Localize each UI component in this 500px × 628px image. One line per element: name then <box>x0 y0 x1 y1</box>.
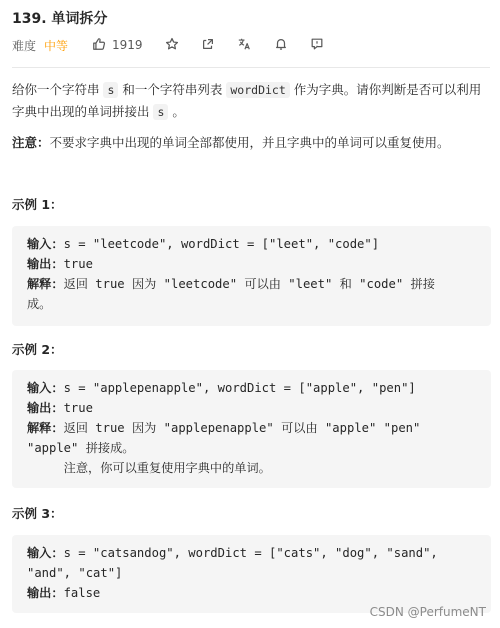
favorite-button[interactable] <box>165 37 179 54</box>
output-label: 输出： <box>27 401 64 415</box>
note-text: 不要求字典中出现的单词全部都使用，并且字典中的单词可以重复使用。 <box>49 135 450 150</box>
inline-code-s: s <box>153 104 168 120</box>
example-explain: "apple" 拼接成。 <box>27 441 135 455</box>
share-button[interactable] <box>201 37 215 54</box>
problem-title: 139. 单词拆分 <box>12 11 108 27</box>
explain-label: 解释： <box>27 421 64 435</box>
desc-text: 作为字典。请你判断是否可以利用字典中出现的单词拼接出 <box>12 82 482 119</box>
example-input: s = "applepenapple", wordDict = ["apple", "pen"] <box>63 381 416 395</box>
example-output: false <box>63 586 101 600</box>
header-divider <box>12 67 490 68</box>
desc-text: 给你一个字符串 <box>12 82 104 97</box>
feedback-icon <box>310 37 324 54</box>
example-output: true <box>63 257 93 271</box>
inline-code-worddict: wordDict <box>226 82 289 98</box>
problem-meta-bar <box>12 36 324 54</box>
share-icon <box>201 37 215 54</box>
input-label: 输入： <box>27 381 64 395</box>
difficulty-badge: 中等 <box>44 38 69 53</box>
example-3-title: 示例 3： <box>12 506 63 521</box>
star-icon <box>165 37 179 54</box>
example-explain: 返回 true 因为 "leetcode" 可以由 "leet" 和 "code" 拼接 <box>63 277 435 291</box>
example-2-title: 示例 2： <box>12 342 63 357</box>
desc-text: 和一个字符串列表 <box>118 82 227 97</box>
example-input: s = "catsandog", wordDict = ["cats", "dog", "sand", <box>63 546 438 560</box>
desc-text: 。 <box>168 104 185 119</box>
problem-description <box>12 79 492 123</box>
example-output: true <box>63 401 93 415</box>
example-1-block <box>12 226 491 326</box>
example-input: s = "leetcode", wordDict = ["leet", "code"] <box>63 237 380 251</box>
explain-label: 解释： <box>27 277 64 291</box>
inline-code-s: s <box>103 82 118 98</box>
translate-icon <box>237 37 252 54</box>
thumbs-up-icon <box>92 37 106 54</box>
watermark: CSDN @PerfumeNT <box>369 605 486 619</box>
notification-button[interactable] <box>274 37 288 54</box>
feedback-button[interactable] <box>310 37 324 54</box>
note-label: 注意： <box>12 135 50 150</box>
output-label: 输出： <box>27 586 64 600</box>
input-label: 输入： <box>27 237 64 251</box>
example-input: "and", "cat"] <box>27 566 123 580</box>
like-count: 1919 <box>112 38 143 52</box>
difficulty-label: 难度 <box>12 38 37 53</box>
like-button[interactable] <box>92 37 143 54</box>
example-explain: 成。 <box>27 297 52 311</box>
example-1-title: 示例 1： <box>12 197 63 212</box>
input-label: 输入： <box>27 546 64 560</box>
example-3-block <box>12 535 491 613</box>
example-explain: 返回 true 因为 "applepenapple" 可以由 "apple" "pen" <box>63 421 421 435</box>
problem-note <box>12 132 492 153</box>
translate-button[interactable] <box>237 37 252 54</box>
example-explain: 注意，你可以重复使用字典中的单词。 <box>27 461 271 475</box>
example-2-block <box>12 370 491 488</box>
bell-icon <box>274 37 288 54</box>
output-label: 输出： <box>27 257 64 271</box>
